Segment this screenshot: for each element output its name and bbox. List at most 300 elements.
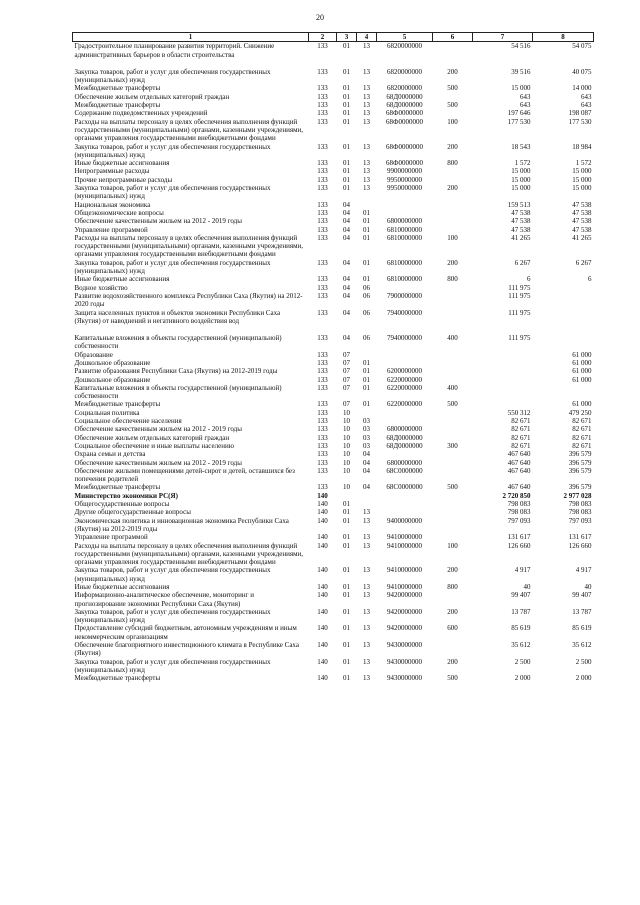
row-amount-year1-cell: 467 640: [507, 466, 531, 475]
row-name-cell: Министерство экономики РС(Я): [74, 491, 178, 500]
row-target-article-cell: [377, 409, 433, 417]
row-target-article-cell: 9430000000: [387, 641, 422, 650]
row-target-article-cell: 68Д0000000: [386, 101, 423, 110]
table-row: [73, 259, 594, 276]
row-name-cell: Социальное обеспечение населения: [74, 417, 182, 426]
row-code-cell: 133: [317, 334, 328, 343]
row-target-article-cell: [377, 450, 433, 458]
row-name-cell: Расходы на выплаты персоналу в целях обеспечения выполнения функций государственными (муниципальными) органами, казенными учреждениями, органами управления государственными внебюджетными фондами: [74, 117, 303, 143]
row-expense-type-cell: [433, 450, 473, 458]
row-code-cell: 140: [317, 624, 328, 633]
row-amount-year2-cell: [533, 292, 594, 309]
row-subsection-cell: 13: [363, 516, 370, 525]
row-amount-year2-cell: 61 000: [572, 367, 592, 376]
row-subsection-cell: 01: [363, 367, 370, 376]
row-amount-year1-cell: 4 917: [514, 566, 531, 575]
row-subsection-cell: 01: [363, 383, 370, 392]
row-amount-year1-cell: 82 671: [511, 433, 531, 442]
row-name-cell: Информационно-аналитическое обеспечение, мониторинг и прогнозирование экономики Республики Саха (Якутия): [74, 591, 255, 608]
row-name-cell: Содержание подведомственных учреждений: [74, 109, 208, 118]
table-row: [73, 641, 594, 658]
row-expense-type-cell: [433, 517, 473, 534]
row-subsection-cell: 13: [363, 624, 370, 633]
row-amount-year1-cell: 47 538: [511, 225, 531, 234]
table-row: [73, 425, 594, 433]
row-subsection-cell: [357, 500, 377, 508]
row-name-cell: Обеспечение жильем отдельных категорий граждан: [74, 433, 230, 442]
row-code-cell: 133: [317, 383, 328, 392]
row-amount-year2-cell: 82 671: [572, 425, 592, 434]
row-amount-year1-cell: 798 083: [507, 500, 531, 509]
table-row: [73, 450, 594, 458]
row-amount-year1-cell: 643: [520, 101, 531, 110]
row-target-article-cell: [377, 201, 433, 209]
row-section-cell: 01: [343, 674, 350, 683]
row-expense-type-cell: [433, 351, 473, 359]
row-target-article-cell: 7940000000: [387, 334, 422, 343]
budget-table: [72, 32, 594, 683]
row-amount-year1-cell: 47 538: [511, 208, 531, 217]
row-target-article-cell: 68Ф0000000: [385, 109, 424, 118]
row-section-cell: 04: [343, 275, 350, 284]
row-amount-year2-cell: 35 612: [572, 641, 592, 650]
row-name-cell: Иные бюджетные ассигнования: [74, 159, 170, 168]
row-amount-year1-cell: 467 640: [507, 483, 531, 492]
row-subsection-cell: 01: [363, 225, 370, 234]
row-subsection-cell: 06: [363, 334, 370, 343]
row-code-cell: 133: [317, 458, 328, 467]
row-amount-year1-cell: 2 500: [514, 657, 531, 666]
table-body: [73, 42, 594, 683]
row-subsection-cell: 13: [363, 117, 370, 126]
row-amount-year2-cell: 47 538: [572, 208, 592, 217]
row-amount-year2-cell: 61 000: [572, 350, 592, 359]
row-name-cell: Развитие образования Республики Саха (Якутия) на 2012-2019 годы: [74, 367, 278, 376]
column-header: 5: [377, 33, 433, 42]
row-section-cell: 04: [343, 308, 350, 317]
row-name-cell: Закупка товаров, работ и услуг для обеспечения государственных (муниципальных) нужд: [74, 607, 271, 625]
row-name-cell: Межбюджетные трансферты: [74, 84, 161, 93]
row-expense-type-cell: 500: [447, 483, 458, 492]
column-header: 4: [357, 33, 377, 42]
row-section-cell: 01: [343, 566, 350, 575]
table-row: [73, 376, 594, 384]
row-subsection-cell: 01: [363, 400, 370, 409]
row-amount-year2-cell: 198 087: [568, 109, 592, 118]
row-name-cell: Общегосударственные вопросы: [74, 500, 170, 509]
row-code-cell: 133: [317, 142, 328, 151]
row-name-cell: Экономическая политика и инновационная экономика Республики Саха (Якутия) на 2012-2019 годы: [74, 516, 289, 533]
row-amount-year2-cell: 15 000: [572, 167, 592, 176]
row-name-cell: Предоставление субсидий бюджетным, автономным учреждениям и иным некоммерческим организациям: [74, 624, 297, 641]
row-section-cell: 01: [343, 657, 350, 666]
row-expense-type-cell: 500: [447, 84, 458, 93]
row-name-cell: Обеспечение жильем отдельных категорий граждан: [74, 92, 230, 101]
row-target-article-cell: 6800000000: [387, 425, 422, 434]
row-subsection-cell: 01: [363, 275, 370, 284]
row-section-cell: 01: [343, 167, 350, 176]
row-code-cell: 133: [317, 291, 328, 300]
row-subsection-cell: 13: [363, 84, 370, 93]
row-target-article-cell: 9430000000: [387, 657, 422, 666]
row-expense-type-cell: [433, 641, 473, 658]
row-target-article-cell: 6810000000: [387, 225, 422, 234]
row-amount-year2-cell: 177 530: [568, 117, 592, 126]
row-amount-year1-cell: 111 975: [508, 291, 531, 300]
row-subsection-cell: 13: [363, 583, 370, 591]
row-amount-year1-cell: [473, 384, 533, 401]
row-code-cell: 133: [317, 308, 328, 317]
table-row: [73, 359, 594, 367]
row-expense-type-cell: [433, 284, 473, 292]
row-amount-year2-cell: 40: [584, 583, 592, 591]
row-amount-year1-cell: [473, 367, 533, 375]
row-code-cell: 133: [317, 450, 328, 459]
row-amount-year1-cell: [473, 376, 533, 384]
row-name-cell: Социальная политика: [74, 408, 140, 417]
row-section-cell: 01: [343, 591, 350, 600]
row-expense-type-cell: [433, 209, 473, 217]
row-target-article-cell: 9950000000: [387, 184, 422, 193]
table-row: [73, 309, 594, 326]
row-name-cell: Закупка товаров, работ и услуг для обеспечения государственных (муниципальных) нужд: [74, 657, 271, 674]
row-name-cell: Градостроительное планирование развития территорий. Снижение административных барьеров в области строительства: [74, 42, 275, 59]
row-amount-year2-cell: 47 538: [572, 225, 592, 234]
row-subsection-cell: 01: [363, 233, 370, 242]
row-section-cell: 10: [343, 433, 350, 442]
row-subsection-cell: 13: [363, 657, 370, 666]
row-amount-year1-cell: [473, 359, 533, 367]
row-expense-type-cell: [433, 93, 473, 101]
row-name-cell: Непрограммные расходы: [74, 167, 150, 176]
table-row: [73, 492, 594, 500]
row-name-cell: Расходы на выплаты персоналу в целях обеспечения выполнения функций государственными (муниципальными) органами, казенными учреждениями, органами управления государственными внебюджетными фондами: [74, 541, 303, 567]
table-row: [73, 409, 594, 417]
row-subsection-cell: [357, 492, 377, 500]
row-target-article-cell: 9430000000: [387, 674, 422, 683]
row-section-cell: 10: [343, 408, 350, 417]
row-subsection-cell: 13: [363, 591, 370, 600]
row-amount-year1-cell: 99 407: [511, 591, 531, 600]
table-row: [73, 434, 594, 442]
row-code-cell: 140: [317, 591, 328, 600]
row-section-cell: 01: [343, 500, 350, 509]
row-code-cell: 133: [317, 433, 328, 442]
row-amount-year2-cell: 396 579: [568, 450, 592, 459]
row-expense-type-cell: [433, 217, 473, 225]
row-amount-year1-cell: 15 000: [511, 84, 531, 93]
row-subsection-cell: [357, 409, 377, 417]
row-amount-year1-cell: 39 516: [511, 67, 531, 76]
row-name-cell: Капитальные вложения в объекты государственной (муниципальной) собственности: [74, 334, 282, 351]
row-amount-year2-cell: 131 617: [568, 533, 592, 542]
row-name-cell: Социальное обеспечение и иные выплаты населению: [74, 441, 234, 450]
column-header: 7: [473, 33, 533, 42]
row-amount-year2-cell: 2 500: [575, 657, 592, 666]
row-amount-year1-cell: 467 640: [507, 458, 531, 467]
row-subsection-cell: 03: [363, 433, 370, 442]
row-expense-type-cell: 800: [447, 583, 458, 591]
row-amount-year1-cell: 15 000: [511, 167, 531, 176]
row-expense-type-cell: 200: [447, 184, 458, 193]
row-amount-year2-cell: 643: [581, 92, 592, 101]
row-code-cell: 133: [317, 350, 328, 359]
row-section-cell: 01: [343, 624, 350, 633]
row-section-cell: 01: [343, 541, 350, 550]
table-row: [73, 508, 594, 516]
row-expense-type-cell: [433, 359, 473, 367]
row-section-cell: 07: [343, 358, 350, 367]
row-subsection-cell: 13: [363, 67, 370, 76]
table-row: [73, 84, 594, 92]
table-row: [73, 275, 594, 283]
row-subsection-cell: 01: [363, 258, 370, 267]
row-target-article-cell: 6820000000: [387, 67, 422, 76]
table-row: [73, 442, 594, 450]
table-row: [73, 384, 594, 401]
row-subsection-cell: 13: [363, 42, 370, 51]
row-expense-type-cell: 200: [447, 258, 458, 267]
row-name-cell: Национальная экономика: [74, 200, 151, 209]
row-amount-year1-cell: 18 543: [511, 142, 531, 151]
table-row: [73, 533, 594, 541]
row-amount-year2-cell: 479 250: [568, 408, 592, 417]
row-subsection-cell: [357, 201, 377, 209]
row-subsection-cell: 13: [363, 101, 370, 110]
row-target-article-cell: [377, 417, 433, 425]
row-amount-year2-cell: 61 000: [572, 358, 592, 367]
row-section-cell: 01: [343, 109, 350, 118]
row-section-cell: 01: [343, 92, 350, 101]
row-amount-year1-cell: 111 975: [508, 308, 531, 317]
row-target-article-cell: 9410000000: [387, 583, 422, 591]
row-target-article-cell: 68Ф0000000: [385, 117, 424, 126]
row-section-cell: 10: [343, 417, 350, 426]
row-amount-year2-cell: 2 977 028: [563, 491, 592, 500]
row-subsection-cell: 04: [363, 483, 370, 492]
table-header-row: [73, 33, 594, 42]
row-subsection-cell: 06: [363, 283, 370, 292]
row-subsection-cell: 13: [363, 641, 370, 650]
table-row: [73, 184, 594, 201]
row-subsection-cell: 13: [363, 184, 370, 193]
column-header: 8: [533, 33, 594, 42]
row-amount-year2-cell: 396 579: [568, 466, 592, 475]
row-name-cell: Обеспечение благоприятного инвестиционного климата в Республике Саха (Якутия): [74, 641, 299, 658]
row-subsection-cell: 13: [363, 541, 370, 550]
row-amount-year1-cell: 6 267: [514, 258, 531, 267]
table-row: [73, 101, 594, 109]
table-row: [73, 674, 594, 682]
row-subsection-cell: 01: [363, 208, 370, 217]
row-amount-year2-cell: 126 660: [568, 541, 592, 550]
row-expense-type-cell: 200: [447, 142, 458, 151]
row-amount-year1-cell: 159 513: [507, 200, 531, 209]
row-name-cell: Управление программой: [74, 533, 148, 542]
row-amount-year2-cell: 797 093: [568, 516, 592, 525]
row-section-cell: 04: [343, 233, 350, 242]
table-row: [73, 483, 594, 491]
row-amount-year2-cell: 14 000: [572, 84, 592, 93]
row-subsection-cell: 03: [363, 441, 370, 450]
row-target-article-cell: 6820000000: [387, 42, 422, 51]
row-amount-year2-cell: [533, 309, 594, 326]
row-name-cell: Общеэкономические вопросы: [74, 208, 164, 217]
table-row: [73, 608, 594, 625]
row-target-article-cell: [377, 492, 433, 500]
row-section-cell: 01: [343, 184, 350, 193]
row-section-cell: 04: [343, 334, 350, 343]
row-code-cell: 133: [317, 42, 328, 51]
row-target-article-cell: 68Ф0000000: [385, 159, 424, 168]
row-section-cell: 01: [343, 175, 350, 184]
row-section-cell: 01: [343, 42, 350, 51]
row-code-cell: 133: [317, 101, 328, 110]
row-section-cell: 10: [343, 450, 350, 459]
row-name-cell: Закупка товаров, работ и услуг для обеспечения государственных (муниципальных) нужд: [74, 184, 271, 201]
row-section-cell: 10: [343, 425, 350, 434]
row-expense-type-cell: 500: [447, 400, 458, 409]
row-amount-year2-cell: 396 579: [568, 483, 592, 492]
row-amount-year1-cell: 13 787: [511, 607, 531, 616]
row-target-article-cell: 68Ф0000000: [385, 142, 424, 151]
row-code-cell: 140: [317, 566, 328, 575]
row-section-cell: 01: [343, 641, 350, 650]
row-amount-year1-cell: [473, 400, 533, 408]
row-name-cell: Обеспечение качественным жильем на 2012 - 2019 годы: [74, 217, 242, 226]
row-target-article-cell: [377, 359, 433, 367]
row-code-cell: 140: [317, 516, 328, 525]
row-target-article-cell: 9950000000: [387, 175, 422, 184]
row-section-cell: 04: [343, 291, 350, 300]
row-amount-year2-cell: 4 917: [575, 566, 592, 575]
row-expense-type-cell: [433, 176, 473, 184]
row-expense-type-cell: 300: [447, 441, 458, 450]
row-expense-type-cell: [433, 591, 473, 608]
row-name-cell: Дошкольное образование: [74, 375, 151, 384]
row-section-cell: 07: [343, 383, 350, 392]
row-subsection-cell: 13: [363, 607, 370, 616]
row-code-cell: 133: [317, 425, 328, 434]
row-section-cell: 01: [343, 516, 350, 525]
row-target-article-cell: 68С0000000: [386, 483, 423, 492]
row-amount-year2-cell: 15 000: [572, 184, 592, 193]
row-amount-year1-cell: 82 671: [511, 425, 531, 434]
row-section-cell: 10: [343, 483, 350, 492]
row-amount-year2-cell: 47 538: [572, 200, 592, 209]
row-section-cell: 10: [343, 441, 350, 450]
row-code-cell: 133: [317, 466, 328, 475]
row-name-cell: Капитальные вложения в объекты государственной (муниципальной) собственности: [74, 383, 282, 401]
row-target-article-cell: [377, 209, 433, 217]
row-amount-year2-cell: 6: [588, 275, 592, 284]
row-code-cell: 133: [317, 92, 328, 101]
row-name-cell: Межбюджетные трансферты: [74, 101, 161, 110]
table-row: [73, 234, 594, 259]
row-name-cell: Защита населенных пунктов и объектов экономики Республики Саха (Якутия) от наводнений и негативного воздействия вод: [74, 308, 281, 325]
row-expense-type-cell: 800: [447, 159, 458, 168]
row-expense-type-cell: [433, 226, 473, 234]
row-section-cell: 07: [343, 367, 350, 376]
row-section-cell: 04: [343, 217, 350, 226]
table-row: [73, 176, 594, 184]
row-name-cell: Межбюджетные трансферты: [74, 400, 161, 409]
row-expense-type-cell: [433, 201, 473, 209]
row-code-cell: 140: [317, 657, 328, 666]
row-target-article-cell: 6810000000: [387, 258, 422, 267]
row-name-cell: Другие общегосударственные вопросы: [74, 508, 191, 517]
row-name-cell: Межбюджетные трансферты: [74, 674, 161, 683]
table-row: [73, 201, 594, 209]
row-expense-type-cell: [433, 42, 473, 59]
row-section-cell: 01: [343, 101, 350, 110]
row-expense-type-cell: [433, 467, 473, 484]
row-code-cell: 133: [317, 417, 328, 426]
row-amount-year1-cell: 54 516: [511, 42, 531, 51]
row-section-cell: 04: [343, 283, 350, 292]
row-amount-year1-cell: 111 975: [508, 334, 531, 343]
row-code-cell: 133: [317, 84, 328, 93]
row-section-cell: 04: [343, 208, 350, 217]
row-amount-year2-cell: 47 538: [572, 217, 592, 226]
row-name-cell: Закупка товаров, работ и услуг для обеспечения государственных (муниципальных) нужд: [74, 142, 271, 159]
row-expense-type-cell: 600: [447, 624, 458, 633]
row-name-cell: Водное хозяйство: [74, 283, 128, 292]
table-row: [73, 367, 594, 375]
table-row: [73, 284, 594, 292]
row-amount-year2-cell: 82 671: [572, 433, 592, 442]
table-row: [73, 583, 594, 591]
row-target-article-cell: 9900000000: [387, 167, 422, 176]
row-amount-year2-cell: [533, 325, 594, 351]
row-name-cell: Закупка товаров, работ и услуг для обеспечения государственных (муниципальных) нужд: [74, 566, 271, 583]
row-subsection-cell: 13: [363, 167, 370, 176]
row-expense-type-cell: 500: [447, 101, 458, 110]
row-amount-year2-cell: 61 000: [572, 375, 592, 384]
row-expense-type-cell: 200: [447, 657, 458, 666]
row-amount-year1-cell: 85 619: [511, 624, 531, 633]
row-expense-type-cell: [433, 434, 473, 442]
table-row: [73, 209, 594, 217]
row-amount-year1-cell: [473, 351, 533, 359]
row-amount-year2-cell: 643: [581, 101, 592, 110]
table-row: [73, 467, 594, 484]
row-subsection-cell: 13: [363, 142, 370, 151]
row-expense-type-cell: 200: [447, 566, 458, 575]
table-row: [73, 400, 594, 408]
row-amount-year2-cell: 85 619: [572, 624, 592, 633]
table-row: [73, 42, 594, 59]
row-amount-year2-cell: 6 267: [575, 258, 592, 267]
row-section-cell: 10: [343, 458, 350, 467]
row-amount-year1-cell: 47 538: [511, 217, 531, 226]
row-expense-type-cell: [433, 109, 473, 117]
row-code-cell: 133: [317, 67, 328, 76]
row-name-cell: Прочие непрограммные расходы: [74, 175, 173, 184]
row-target-article-cell: [377, 500, 433, 508]
row-code-cell: 133: [317, 225, 328, 234]
row-expense-type-cell: [433, 292, 473, 309]
table-row: [73, 351, 594, 359]
row-subsection-cell: 13: [363, 508, 370, 517]
table-row: [73, 93, 594, 101]
row-expense-type-cell: [433, 500, 473, 508]
row-code-cell: 140: [317, 674, 328, 683]
row-target-article-cell: 6800000000: [387, 217, 422, 226]
row-expense-type-cell: [433, 167, 473, 175]
column-header: 6: [433, 33, 473, 42]
row-code-cell: 133: [317, 175, 328, 184]
